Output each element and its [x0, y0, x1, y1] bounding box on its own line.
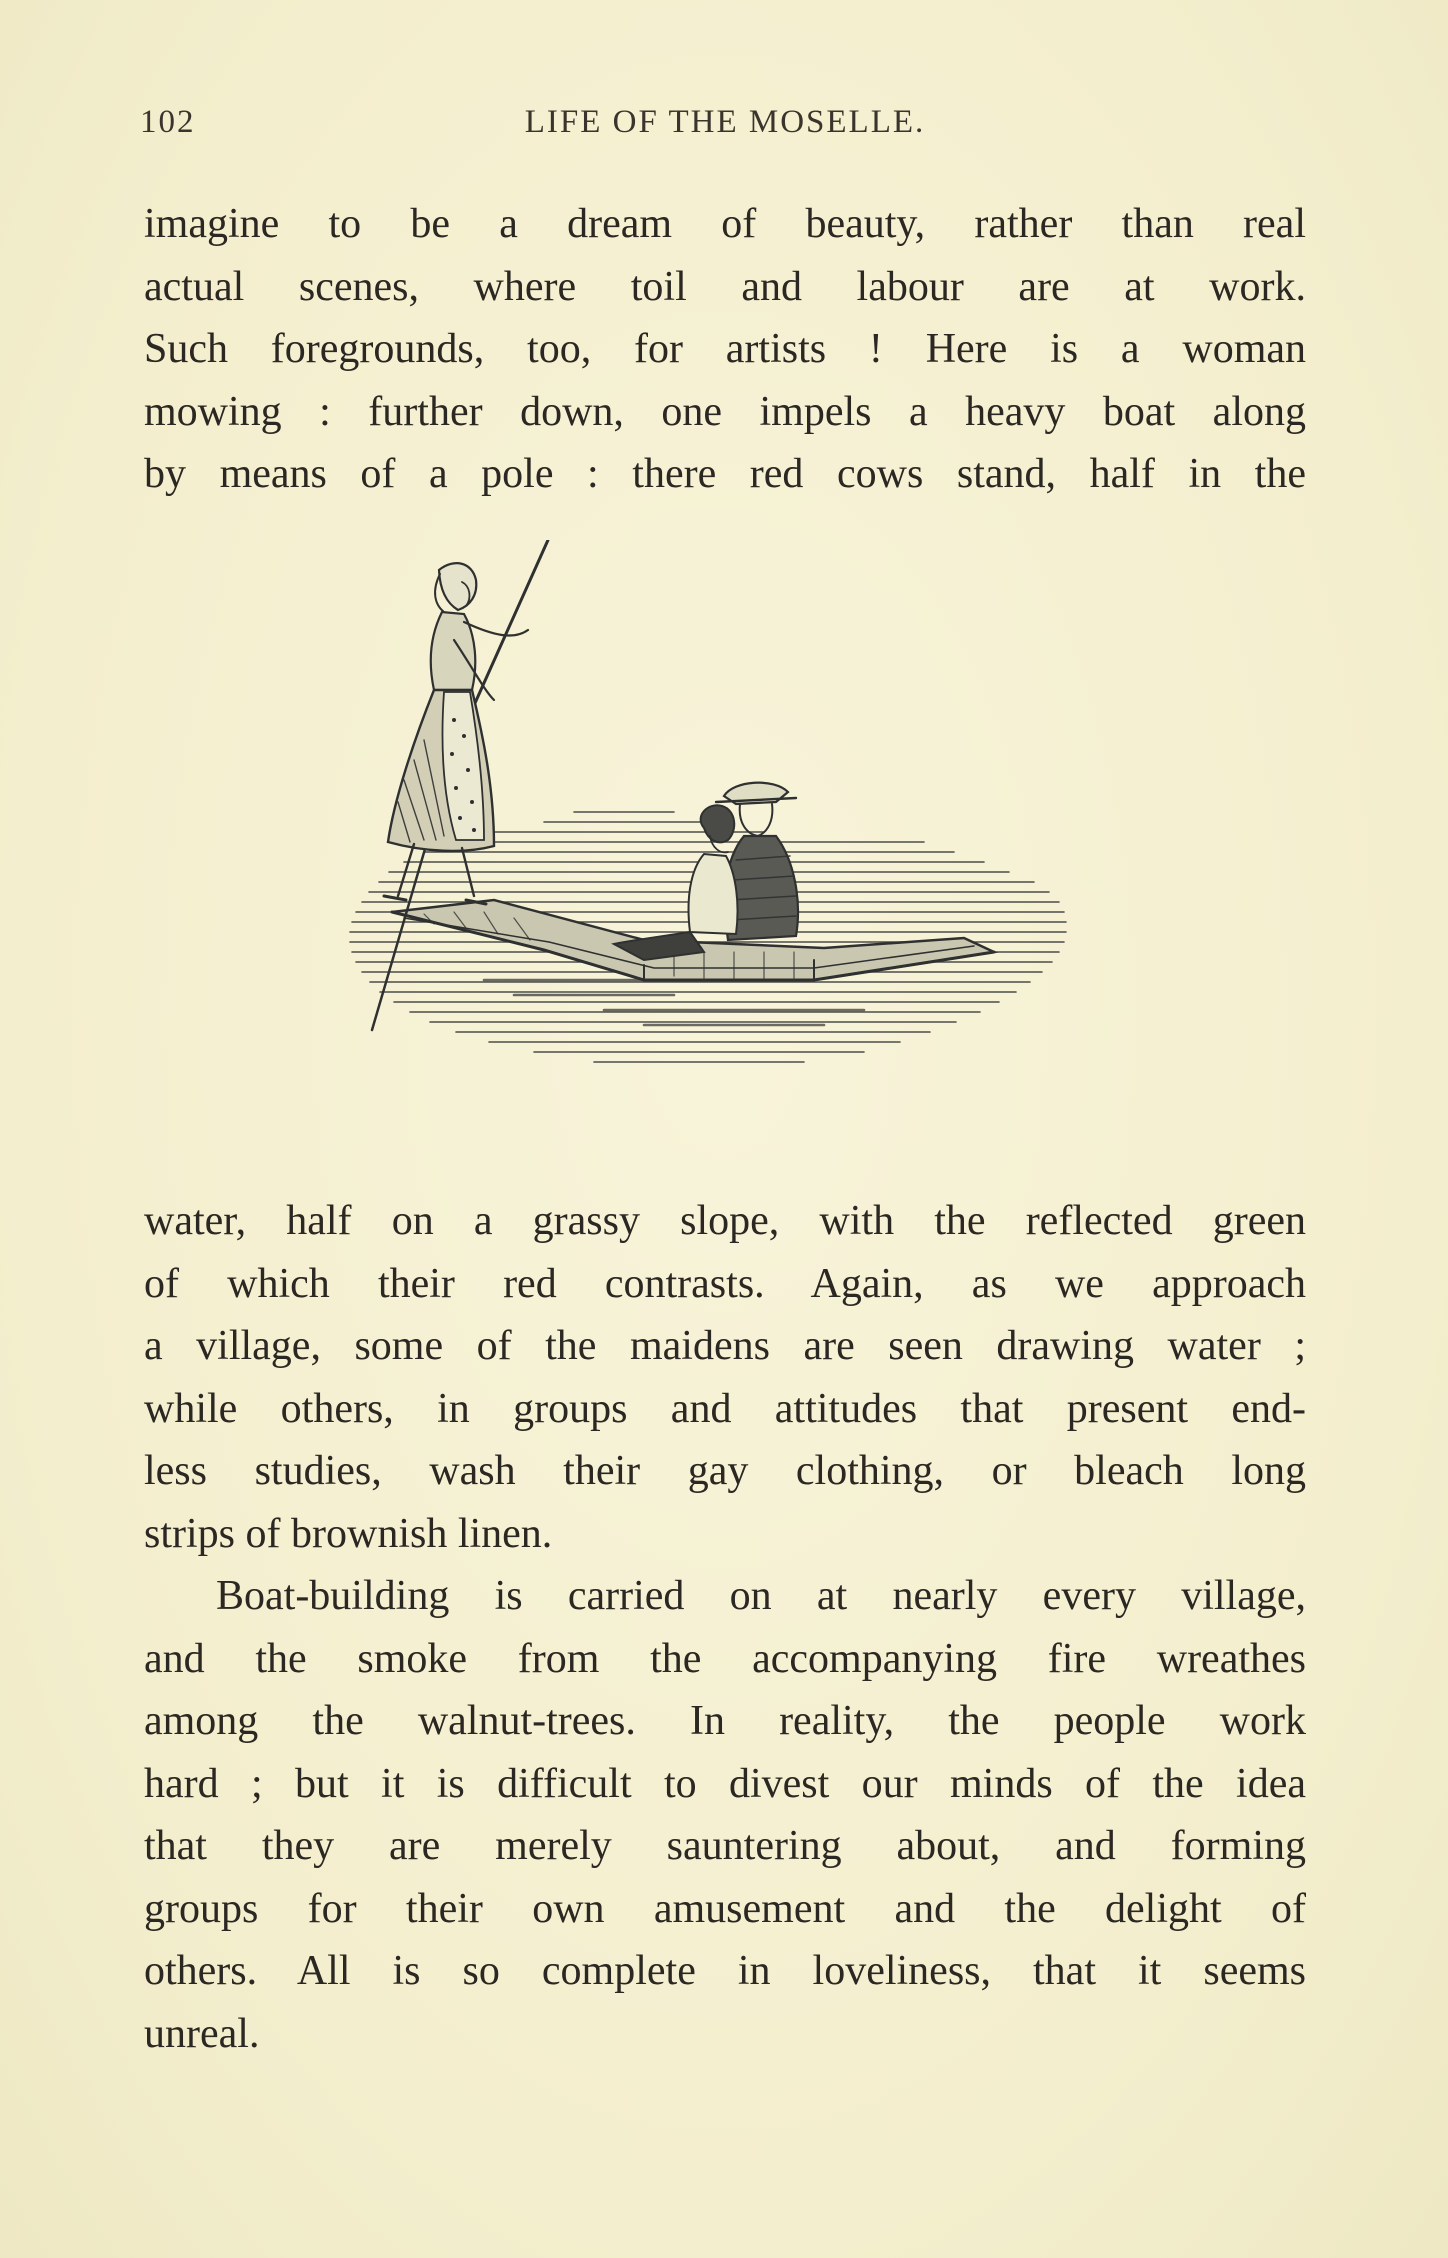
boat-scene-engraving [344, 540, 1104, 1140]
running-head [140, 104, 1310, 154]
text-line: less studies, wash their gay clothing, or bleach long [144, 1448, 1306, 1494]
page-number: 102 [140, 104, 196, 140]
running-title: LIFE OF THE MOSELLE. [524, 104, 926, 140]
text-line: imagine to be a dream of beauty, rather than real [144, 201, 1306, 247]
text-line: Boat-building is carried on at nearly every village, [216, 1573, 1306, 1619]
text-line: strips of brownish linen. [144, 1510, 553, 1557]
text-line: that they are merely sauntering about, and forming [144, 1823, 1306, 1869]
text-line: mowing : further down, one impels a heavy boat along [144, 388, 1306, 435]
text-line: unreal. [144, 2010, 260, 2057]
paragraph-2-and-3 [144, 1190, 1306, 2065]
paragraph-1 [144, 193, 1306, 506]
text-line: actual scenes, where toil and labour are at work. [144, 263, 1306, 310]
text-line: while others, in groups and attitudes that present end- [144, 1385, 1306, 1432]
text-line: water, half on a grassy slope, with the reflected green [144, 1198, 1306, 1244]
text-line: groups for their own amusement and the delight of [144, 1885, 1306, 1932]
text-line: a village, some of the maidens are seen drawing water ; [144, 1323, 1306, 1369]
text-line: others. All is so complete in loveliness, that it seems [144, 1948, 1306, 1994]
text-line: Such foregrounds, too, for artists ! Here is a woman [144, 326, 1306, 372]
text-line: hard ; but it is difficult to divest our minds of the idea [144, 1760, 1306, 1807]
text-line: and the smoke from the accompanying fire wreathes [144, 1635, 1306, 1682]
text-line: by means of a pole : there red cows stand, half in the [144, 451, 1306, 497]
text-line: of which their red contrasts. Again, as we approach [144, 1260, 1306, 1307]
engraving-illustration [344, 540, 1104, 1140]
text-line: among the walnut-trees. In reality, the people work [144, 1698, 1306, 1744]
